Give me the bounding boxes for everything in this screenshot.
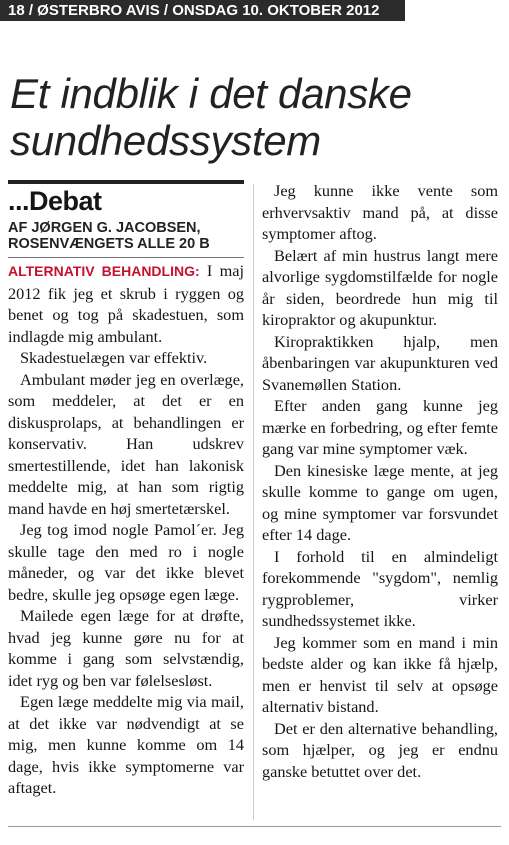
kicker-label: ALTERNATIV BEHANDLING: [8, 263, 200, 279]
body-paragraph: Egen læge meddelte mig via mail, at det ikke var nødvendigt at se mig, men kunne komme om 14 dage, hvis ikke symptomerne var aftaget. [8, 692, 244, 797]
byline-name: AF JØRGEN G. JACOBSEN, [8, 220, 201, 236]
body-paragraph: Belært af min hustrus langt mere alvorlige sygdomstilfælde for nogle år siden, beordrede hun mig til kiropraktor og akupunktur. [262, 245, 498, 329]
body-paragraph: Kiropraktikken hjalp, men åbenbaringen var akupunkturen ved Svanemøllen Station. [262, 331, 498, 394]
body-paragraph: I forhold til en almindeligt forekommende "sygdom", nemlig rygproblemer, virker sundhedssystemet ikke. [262, 546, 498, 630]
body-paragraph: Mailede egen læge for at drøfte, hvad jeg kunne gøre nu for at komme i gang som selvstændig, idet ryg og ben var følelsesløst. [8, 606, 244, 690]
body-paragraph: Ambulant møder jeg en overlæge, som meddeler, at det er en diskusprolaps, at behandlingen er konservativ. Han udskrev smertestillende, idet han lakonisk meddelte mig, at han som rigtig mand havde en høj smertetærskel. [8, 369, 244, 518]
lead-text: I maj 2012 fik jeg et skrub i ryggen og benet og tog på skadestuen, som indlagde mig ambulant. [8, 261, 244, 346]
bottom-rule [8, 826, 501, 827]
body-paragraph: Efter anden gang kunne jeg mærke en forbedring, og efter femte gang var mine symptomer væk. [262, 396, 498, 458]
body-paragraph: Jeg tog imod nogle Pamol´er. Jeg skulle tage den med ro i nogle måneder, og var det ikke blevet bedre, skulle jeg opsøge egen læge. [8, 520, 244, 604]
article-headline: Et indblik i det danske sundhedssystem [10, 70, 412, 164]
section-title: ...Debat [8, 186, 102, 216]
body-paragraph: Jeg kommer som en mand i min bedste alder og kan ikke få hjælp, men er henvist til selv at opsøge alternativ bistand. [262, 632, 498, 716]
page-header-bar: 18 / ØSTERBRO AVIS / ONSDAG 10. OKTOBER 2012 [0, 0, 405, 21]
byline-rule [8, 257, 244, 258]
column-divider [253, 184, 254, 820]
body-paragraph: Skadestuelægen var effektiv. [20, 348, 208, 367]
body-paragraph: Jeg kunne ikke vente som erhvervsaktiv mand på, at disse symptomer aftog. [262, 181, 498, 243]
body-paragraph: Den kinesiske læge mente, at jeg skulle komme to gange om ugen, og mine symptomer var forsvundet efter 14 dage. [262, 460, 498, 544]
byline-address: ROSENVÆNGETS ALLE 20 B [8, 236, 210, 252]
right-column [262, 180, 498, 782]
section-rule [8, 180, 244, 184]
body-paragraph: Det er den alternative behandling, som hjælper, og jeg er endnu ganske betuttet over det. [262, 718, 498, 781]
left-column [8, 180, 244, 799]
lead-paragraph [8, 260, 244, 347]
byline [8, 220, 244, 252]
